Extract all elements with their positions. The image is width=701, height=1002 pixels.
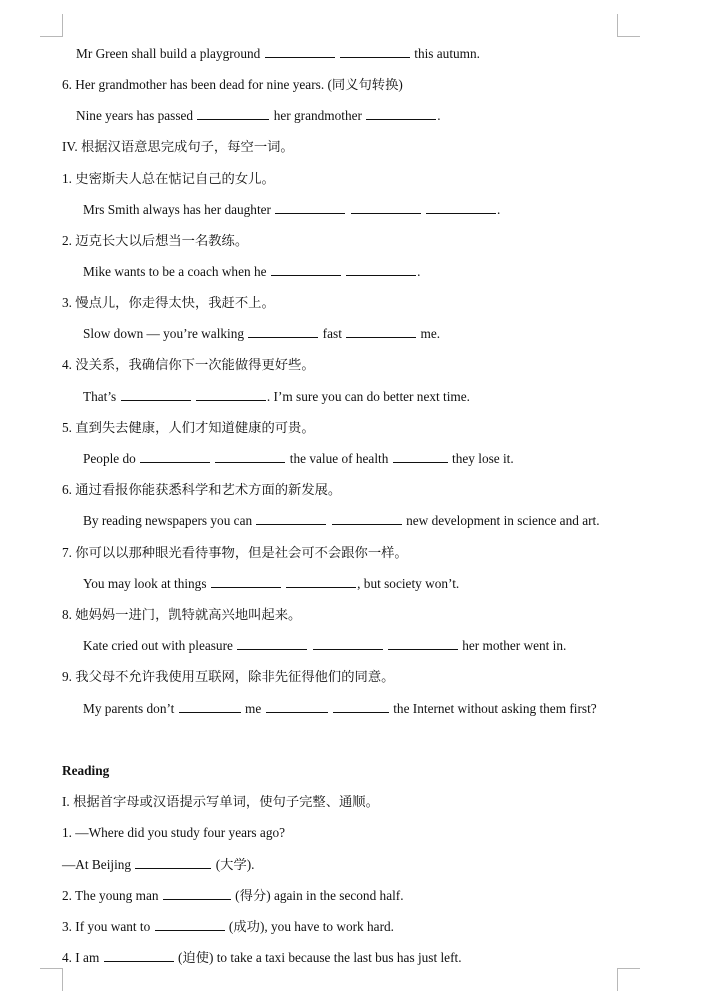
text-line xyxy=(76,108,441,124)
answer-blank[interactable] xyxy=(271,264,341,276)
answer-blank[interactable] xyxy=(215,451,285,463)
text-line xyxy=(62,607,301,623)
text-line xyxy=(62,357,315,373)
line-text xyxy=(282,576,285,591)
answer-blank[interactable] xyxy=(332,513,402,525)
line-text: 1. 史密斯夫人总在惦记自己的女儿。 xyxy=(62,171,275,186)
line-text: the Internet without asking them first? xyxy=(389,701,597,716)
answer-blank[interactable] xyxy=(135,857,211,869)
text-line xyxy=(62,825,285,841)
line-text: me xyxy=(241,701,265,716)
answer-blank[interactable] xyxy=(340,46,410,58)
line-text: I. 根据首字母或汉语提示写单词，使句子完整、通顺。 xyxy=(62,794,379,809)
answer-blank[interactable] xyxy=(275,202,345,214)
text-line xyxy=(62,669,394,685)
line-text: (得分) again in the second half. xyxy=(231,888,404,903)
line-text: 5. 直到失去健康，人们才知道健康的可贵。 xyxy=(62,420,315,435)
line-text: her mother went in. xyxy=(458,638,567,653)
line-text: (成功), you have to work hard. xyxy=(225,919,394,934)
answer-blank[interactable] xyxy=(211,576,281,588)
text-line xyxy=(62,919,394,935)
answer-blank[interactable] xyxy=(366,108,436,120)
line-text: her grandmother xyxy=(270,108,366,123)
line-text xyxy=(192,389,195,404)
line-text: . xyxy=(437,108,441,123)
page-corner-mark xyxy=(40,968,63,991)
line-text: Mr Green shall build a playground xyxy=(76,46,264,61)
answer-blank[interactable] xyxy=(388,638,458,650)
text-line xyxy=(83,202,500,218)
line-text xyxy=(329,701,332,716)
line-text: That’s xyxy=(83,389,120,404)
answer-blank[interactable] xyxy=(237,638,307,650)
line-text xyxy=(384,638,387,653)
answer-blank[interactable] xyxy=(104,950,174,962)
answer-blank[interactable] xyxy=(196,389,266,401)
line-text: 1. —Where did you study four years ago? xyxy=(62,825,286,840)
line-text: You may look at things xyxy=(83,576,210,591)
answer-blank[interactable] xyxy=(351,202,421,214)
line-text: 6. Her grandmother has been dead for nine years. (同义句转换) xyxy=(62,77,403,92)
text-line xyxy=(83,326,440,342)
line-text: 3. If you want to xyxy=(62,919,154,934)
answer-blank[interactable] xyxy=(121,389,191,401)
section-heading xyxy=(62,763,109,779)
line-text: (迫使) to take a taxi because the last bus has just left. xyxy=(174,950,462,965)
page-corner-mark xyxy=(40,14,63,37)
text-line xyxy=(83,638,566,654)
answer-blank[interactable] xyxy=(333,701,389,713)
line-text: new development in science and art. xyxy=(402,513,600,528)
line-text: (大学). xyxy=(212,857,255,872)
line-text: Nine years has passed xyxy=(76,108,197,123)
line-text: Mrs Smith always has her daughter xyxy=(83,202,275,217)
line-text xyxy=(308,638,311,653)
line-text: People do xyxy=(83,451,140,466)
line-text: Reading xyxy=(62,763,110,778)
page-corner-mark xyxy=(617,14,640,37)
text-line xyxy=(62,888,404,904)
answer-blank[interactable] xyxy=(393,451,448,463)
line-text: 9. 我父母不允许我使用互联网，除非先征得他们的同意。 xyxy=(62,669,395,684)
line-text xyxy=(342,264,345,279)
text-line xyxy=(83,701,597,717)
line-text: fast xyxy=(319,326,346,341)
line-text: 7. 你可以以那种眼光看待事物，但是社会可不会跟你一样。 xyxy=(62,545,408,560)
line-text: 3. 慢点儿，你走得太快，我赶不上。 xyxy=(62,295,275,310)
answer-blank[interactable] xyxy=(426,202,496,214)
text-line xyxy=(76,46,480,62)
text-line xyxy=(62,233,248,249)
line-text: . xyxy=(417,264,421,279)
line-text: 2. The young man xyxy=(62,888,162,903)
line-text: 6. 通过看报你能获悉科学和艺术方面的新发展。 xyxy=(62,482,342,497)
line-text: Slow down — you’re walking xyxy=(83,326,248,341)
text-line xyxy=(62,545,408,561)
line-text: this autumn. xyxy=(410,46,480,61)
text-line xyxy=(83,576,459,592)
line-text xyxy=(346,202,349,217)
line-text: the value of health xyxy=(286,451,392,466)
answer-blank[interactable] xyxy=(346,264,416,276)
line-text: me. xyxy=(417,326,441,341)
line-text xyxy=(336,46,339,61)
text-line xyxy=(62,295,275,311)
line-text: . I’m sure you can do better next time. xyxy=(266,389,470,404)
answer-blank[interactable] xyxy=(256,513,326,525)
line-text: 4. 没关系，我确信你下一次能做得更好些。 xyxy=(62,357,315,372)
text-line xyxy=(62,139,294,155)
line-text: Kate cried out with pleasure xyxy=(83,638,237,653)
line-text: 2. 迈克长大以后想当一名教练。 xyxy=(62,233,249,248)
line-text: , but society won’t. xyxy=(357,576,460,591)
text-line xyxy=(83,264,421,280)
answer-blank[interactable] xyxy=(179,701,241,713)
text-line xyxy=(62,794,379,810)
line-text: IV. 根据汉语意思完成句子，每空一词。 xyxy=(62,139,294,154)
page-corner-mark xyxy=(617,968,640,991)
line-text: they lose it. xyxy=(448,451,514,466)
text-line xyxy=(62,171,275,187)
text-line xyxy=(83,451,514,467)
line-text: By reading newspapers you can xyxy=(83,513,256,528)
answer-blank[interactable] xyxy=(248,326,318,338)
answer-blank[interactable] xyxy=(140,451,210,463)
line-text: 8. 她妈妈一进门，凯特就高兴地叫起来。 xyxy=(62,607,302,622)
line-text: Mike wants to be a coach when he xyxy=(83,264,270,279)
text-line xyxy=(62,950,462,966)
text-line xyxy=(62,77,403,93)
answer-blank[interactable] xyxy=(266,701,328,713)
text-line xyxy=(62,420,315,436)
line-text xyxy=(327,513,330,528)
line-text xyxy=(422,202,425,217)
answer-blank[interactable] xyxy=(286,576,356,588)
line-text xyxy=(211,451,214,466)
answer-blank[interactable] xyxy=(155,919,225,931)
line-text: My parents don’t xyxy=(83,701,178,716)
answer-blank[interactable] xyxy=(265,46,335,58)
answer-blank[interactable] xyxy=(313,638,383,650)
line-text: —At Beijing xyxy=(62,857,135,872)
line-text: 4. I am xyxy=(62,950,103,965)
text-line xyxy=(62,482,341,498)
answer-blank[interactable] xyxy=(163,888,231,900)
line-text: . xyxy=(496,202,501,217)
text-line xyxy=(83,389,470,405)
answer-blank[interactable] xyxy=(346,326,416,338)
text-line xyxy=(83,513,600,529)
text-line xyxy=(62,857,255,873)
answer-blank[interactable] xyxy=(197,108,269,120)
